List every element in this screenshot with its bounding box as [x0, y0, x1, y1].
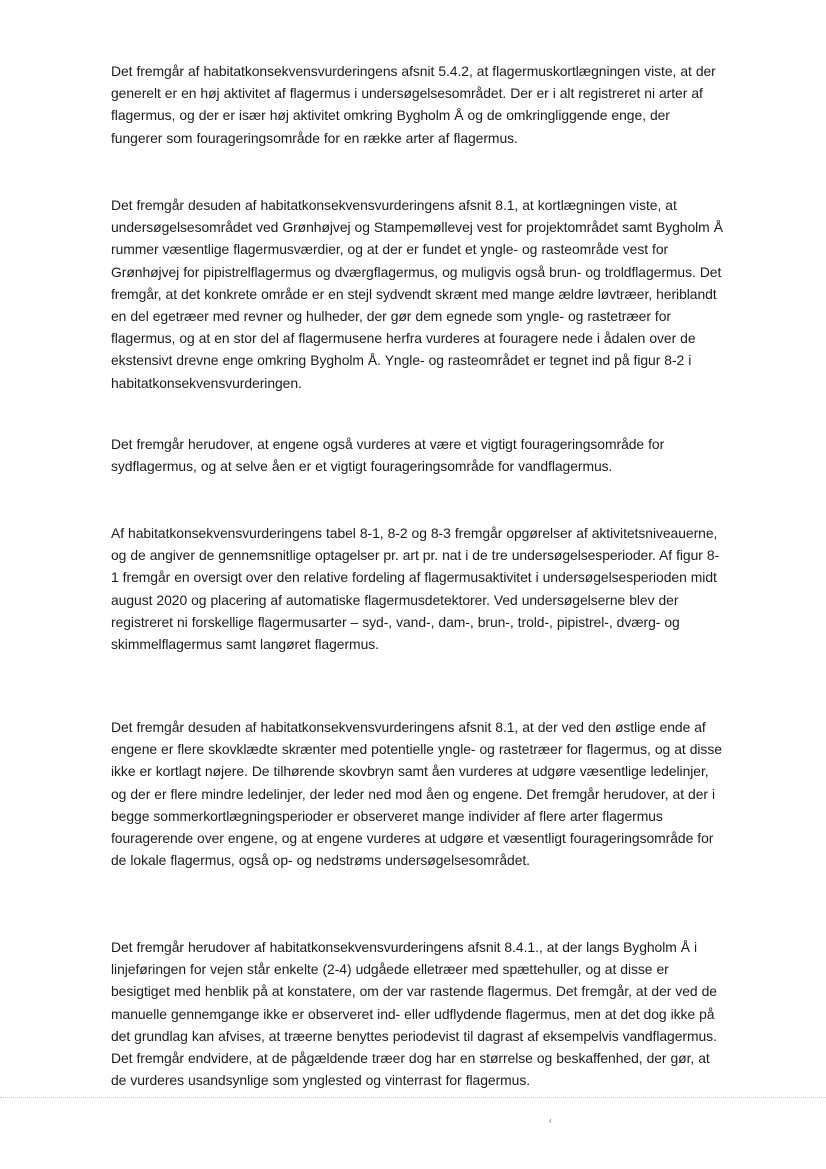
paragraph-skovklaedte-skraenter: Det fremgår desuden af habitatkonsekvensvurderingens afsnit 8.1, at der ved den østlige ende af engene er flere skovklædte skrænter med potentielle yngle- og rastetræer for flagermus, og at disse ikke er kortlagt nøjere. De tilhørende skovbryn samt åen vurderes at udgøre væsentlige ledelinjer, og der er flere mindre ledelinjer, der leder ned mod åen og engene. Det fremgår herudover, at der i begge sommerkortlægningsperioder er observeret mange individer af flere arter flagermus fouragerende over engene, og at engene vurderes at udgøre et væsentligt fourageringsområde for de lokale flagermus, også op- og nedstrøms undersøgelsesområdet.	[111, 719, 722, 869]
paragraph-aktivitetsniveauer: Af habitatkonsekvensvurderingens tabel 8-1, 8-2 og 8-3 fremgår opgørelser af aktivitetsniveauerne, og de angiver de gennemsnitlige optagelser pr. art pr. nat i de tre undersøgelsesperioder. Af figur 8-1 fremgår en oversigt over den relative fordeling af flagermusaktivitet i undersøgelsesperioden midt august 2020 og placering af automatiske flagermusdetektorer. Ved undersøgelserne blev der registreret ni forskellige flagermusarter – syd-, vand-, dam-, brun-, trold-, pipistrel-, dværg- og skimmelflagermus samt langøret flagermus.	[111, 525, 720, 653]
scan-artifact-mark: ‹	[549, 1116, 552, 1125]
paragraph-yngle-rasteomraade: Det fremgår desuden af habitatkonsekvensvurderingens afsnit 8.1, at kortlægningen viste, at undersøgelsesområdet ved Grønhøjvej og Stampemøllevej vest for projektområdet samt Bygholm Å rummer væsentlige flagermusværdier, og at der er fundet et yngle- og rasteområde vest for Grønhøjvej for pipistrelflagermus og dværgflagermus, og muligvis også brun- og troldflagermus. Det fremgår, at det konkrete område er en stejl sydvendt skrænt med mange ældre løvtræer, heriblandt en del egetræer med revner og hulheder, der gør dem egnede som yngle- og rastetræer for flagermus, og at en stor del af flagermusene herfra vurderes at fouragere nede i ådalen over de ekstensivt drevne enge omkring Bygholm Å. Yngle- og rasteområdet er tegnet ind på figur 8-2 i habitatkonsekvensvurderingen.	[111, 197, 723, 391]
paragraph-fourageringsomraade: Det fremgår herudover, at engene også vurderes at være et vigtigt fourageringsområde for sydflagermus, og at selve åen er et vigtigt fourageringsområde for vandflagermus.	[111, 436, 665, 475]
scan-fold-line	[0, 1097, 826, 1098]
paragraph-flagermus-kortlaegning: Det fremgår af habitatkonsekvensvurderingens afsnit 5.4.2, at flagermuskortlægningen viste, at der generelt er en høj aktivitet af flagermus i undersøgelsesområdet. Der er i alt registreret ni arter af flagermus, og der er især høj aktivitet omkring Bygholm Å og de omkringliggende enge, der fungerer som fourageringsområde for en række arter af flagermus.	[111, 63, 716, 146]
paragraph-elletraeer: Det fremgår herudover af habitatkonsekvensvurderingens afsnit 8.4.1., at der langs Bygholm Å i linjeføringen for vejen står enkelte (2-4) udgåede elletræer med spættehuller, og at disse er besigtiget med henblik på at konstatere, om der var rastende flagermus. Det fremgår, at der ved de manuelle gennemgange ikke er observeret ind- eller udflydende flagermus, men at det dog ikke på det grundlag kan afvises, at træerne benyttes periodevist til dagrast af eksempelvis vandflagermus. Det fremgår endvidere, at de pågældende træer dog har en størrelse og beskaffenhed, der gør, at de vurderes usandsynlige som ynglested og vinterrast for flagermus.	[111, 939, 717, 1089]
